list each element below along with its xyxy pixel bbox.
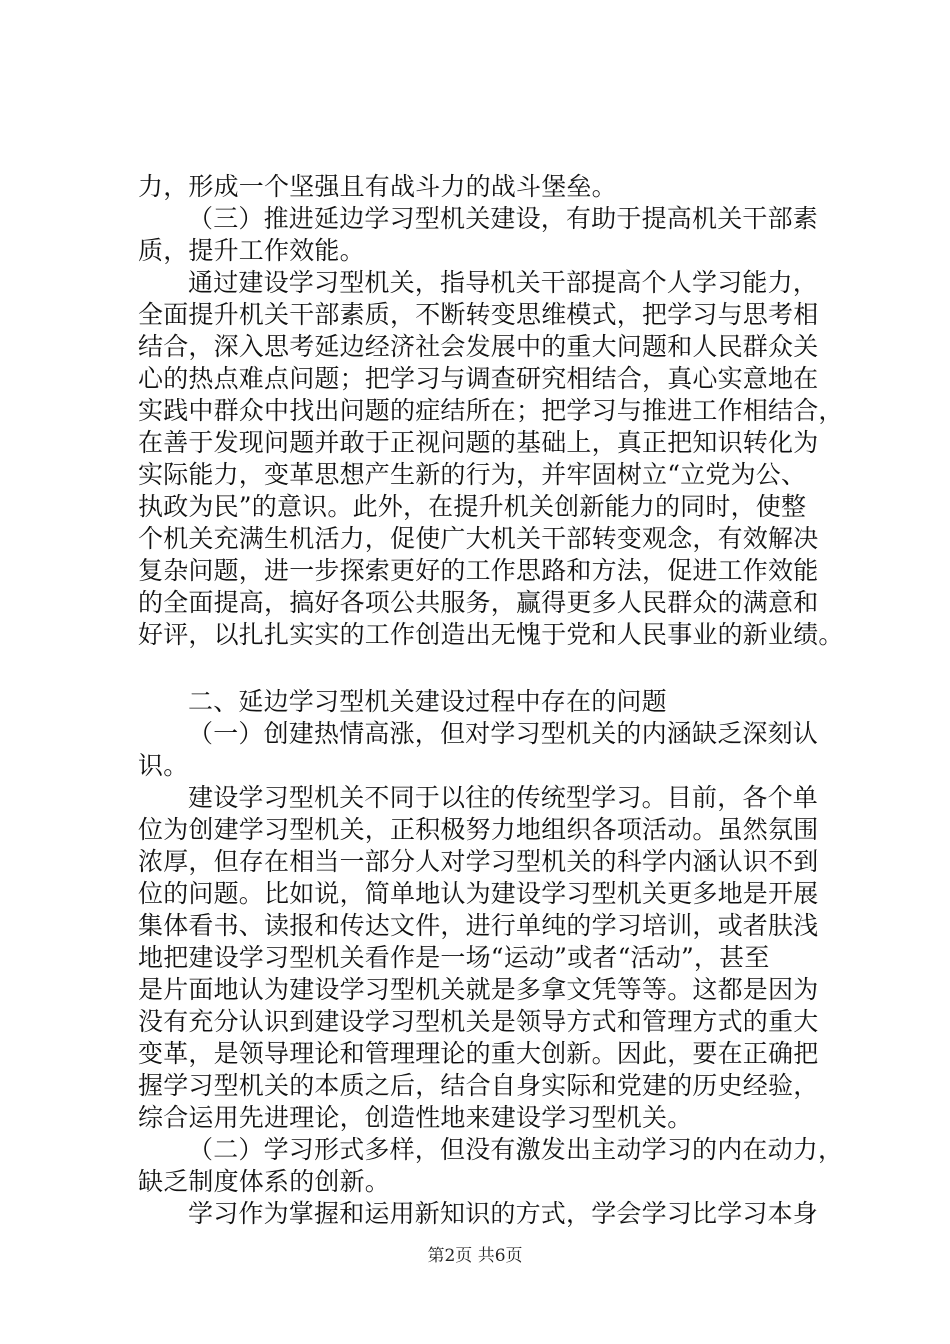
subheading-line: （二）学习形式多样，但没有激发出主动学习的内在动力， (188, 1135, 844, 1164)
text-line: 地把建设学习型机关看作是一场“运动”或者“活动”，甚至 (138, 943, 770, 972)
paragraph-start-line: 建设学习型机关不同于以往的传统型学习。目前，各个单 (188, 783, 819, 812)
text-line: 没有充分认识到建设学习型机关是领导方式和管理方式的重大 (138, 1007, 819, 1036)
text-line: 浓厚，但存在相当一部分人对学习型机关的科学内涵认识不到 (138, 847, 819, 876)
text-line: 位的问题。比如说，简单地认为建设学习型机关更多地是开展 (138, 879, 819, 908)
text-line: 全面提升机关干部素质，不断转变思维模式，把学习与思考相 (138, 300, 819, 329)
text-line: 识。 (138, 751, 189, 780)
text-line: 集体看书、读报和传达文件，进行单纯的学习培训，或者肤浅 (138, 911, 819, 940)
text-line: 握学习型机关的本质之后，结合自身实际和党建的历史经验， (138, 1071, 819, 1100)
document-body (138, 171, 850, 1230)
text-line: 综合运用先进理论，创造性地来建设学习型机关。 (138, 1103, 693, 1132)
subheading-line: （一）创建热情高涨，但对学习型机关的内涵缺乏深刻认 (188, 719, 819, 748)
page-number-footer: 第2页 共6页 (427, 1246, 523, 1266)
paragraph-start-line: 通过建设学习型机关，指导机关干部提高个人学习能力， (188, 268, 819, 297)
text-line: 缺乏制度体系的创新。 (138, 1167, 391, 1196)
text-line: 复杂问题，进一步探索更好的工作思路和方法，促进工作效能 (138, 556, 819, 585)
text-line: 的全面提高，搞好各项公共服务，赢得更多人民群众的满意和 (138, 588, 819, 617)
text-line: 结合，深入思考延边经济社会发展中的重大问题和人民群众关 (138, 332, 819, 361)
text-line: 个机关充满生机活力，促使广大机关干部转变观念，有效解决 (138, 524, 819, 553)
section-heading: 二、延边学习型机关建设过程中存在的问题 (188, 687, 667, 716)
text-line: 是片面地认为建设学习型机关就是多拿文凭等等。这都是因为 (138, 975, 819, 1004)
text-line: 心的热点难点问题；把学习与调查研究相结合，真心实意地在 (138, 364, 819, 393)
text-line: 力，形成一个坚强且有战斗力的战斗堡垒。 (138, 172, 617, 201)
text-line: 执政为民”的意识。此外，在提升机关创新能力的同时，使整 (138, 492, 807, 521)
subheading-line: （三）推进延边学习型机关建设，有助于提高机关干部素 (188, 204, 819, 233)
text-line: 质，提升工作效能。 (138, 236, 365, 265)
text-line: 在善于发现问题并敢于正视问题的基础上，真正把知识转化为 (138, 428, 819, 457)
paragraph-gap (138, 651, 850, 686)
paragraph-start-line: 学习作为掌握和运用新知识的方式，学会学习比学习本身 (188, 1199, 819, 1228)
text-line: 实践中群众中找出问题的症结所在；把学习与推进工作相结合， (138, 396, 844, 425)
text-line: 好评，以扎扎实实的工作创造出无愧于党和人民事业的新业绩。 (138, 620, 844, 649)
text-line: 变革，是领导理论和管理理论的重大创新。因此，要在正确把 (138, 1039, 819, 1068)
text-line: 位为创建学习型机关，正积极努力地组织各项活动。虽然氛围 (138, 815, 819, 844)
text-line: 实际能力，变革思想产生新的行为，并牢固树立“立党为公、 (138, 460, 807, 489)
